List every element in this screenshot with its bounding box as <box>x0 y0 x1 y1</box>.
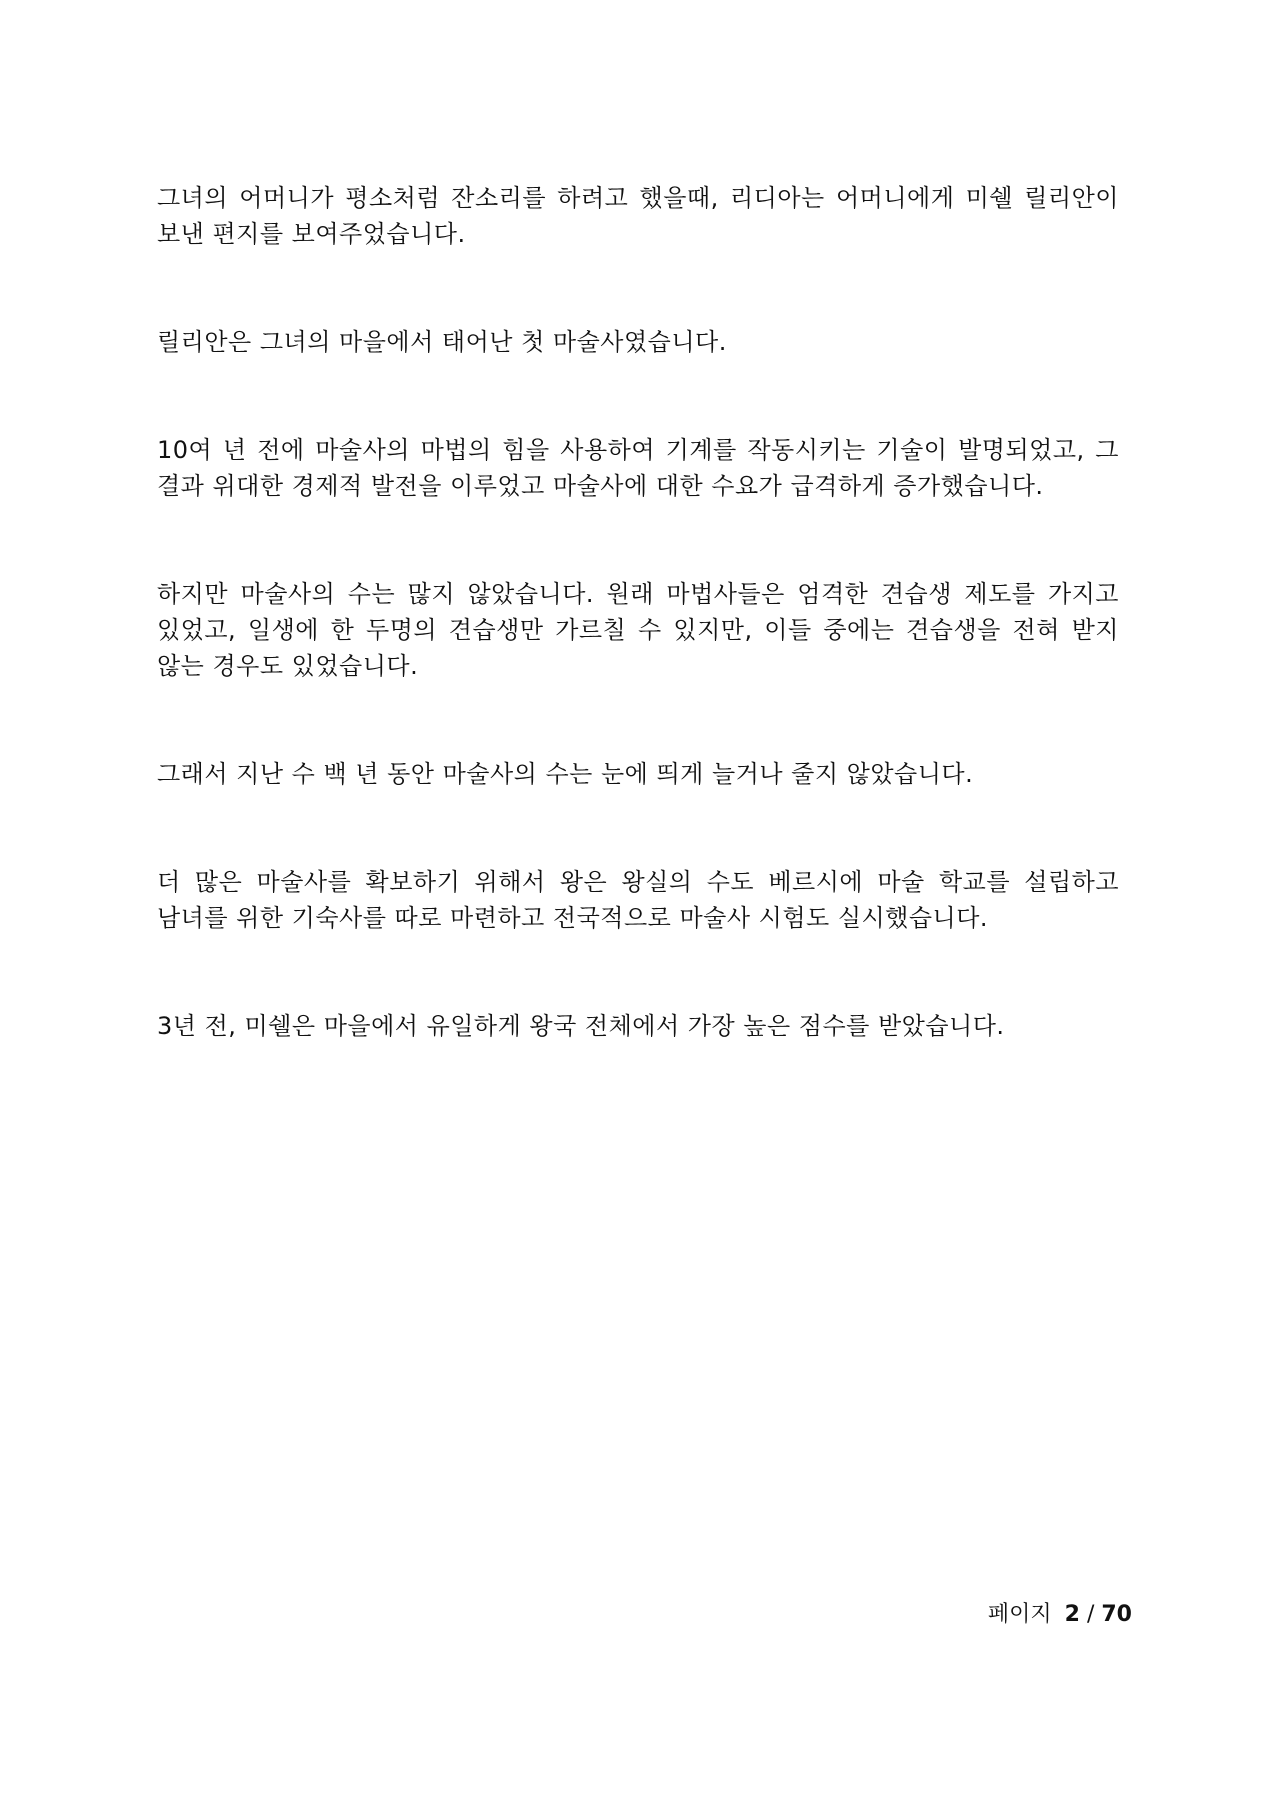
paragraph: 그녀의 어머니가 평소처럼 잔소리를 하려고 했을때, 리디아는 어머니에게 미쉘 릴리안이 보낸 편지를 보여주었습니다. <box>157 184 1119 248</box>
document-body <box>157 180 1119 1044</box>
page-number-footer <box>988 1600 1132 1630</box>
paragraph: 더 많은 마술사를 확보하기 위해서 왕은 왕실의 수도 베르시에 마술 학교를 설립하고 남녀를 위한 기숙사를 따로 마련하고 전국적으로 마술사 시험도 실시했습니다. <box>157 868 1119 932</box>
current-page-number: 2 <box>1064 1602 1080 1627</box>
page-label: 페이지 <box>987 1602 1052 1627</box>
paragraph: 10여 년 전에 마술사의 마법의 힘을 사용하여 기계를 작동시키는 기술이 발명되었고, 그 결과 위대한 경제적 발전을 이루었고 마술사에 대한 수요가 급격하게 증가했습니다. <box>157 436 1119 500</box>
paragraph: 3년 전, 미쉘은 마을에서 유일하게 왕국 전체에서 가장 높은 점수를 받았습니다. <box>157 1012 1005 1040</box>
paragraph: 하지만 마술사의 수는 많지 않았습니다. 원래 마법사들은 엄격한 견습생 제도를 가지고 있었고, 일생에 한 두명의 견습생만 가르칠 수 있지만, 이들 중에는 견습생을 전혀 받지 않는 경우도 있었습니다. <box>157 580 1119 680</box>
paragraph: 그래서 지난 수 백 년 동안 마술사의 수는 눈에 띄게 늘거나 줄지 않았습니다. <box>157 760 974 788</box>
total-pages-number: 70 <box>1101 1602 1132 1627</box>
paragraph: 릴리안은 그녀의 마을에서 태어난 첫 마술사였습니다. <box>157 328 727 356</box>
page-separator: / <box>1086 1602 1095 1627</box>
